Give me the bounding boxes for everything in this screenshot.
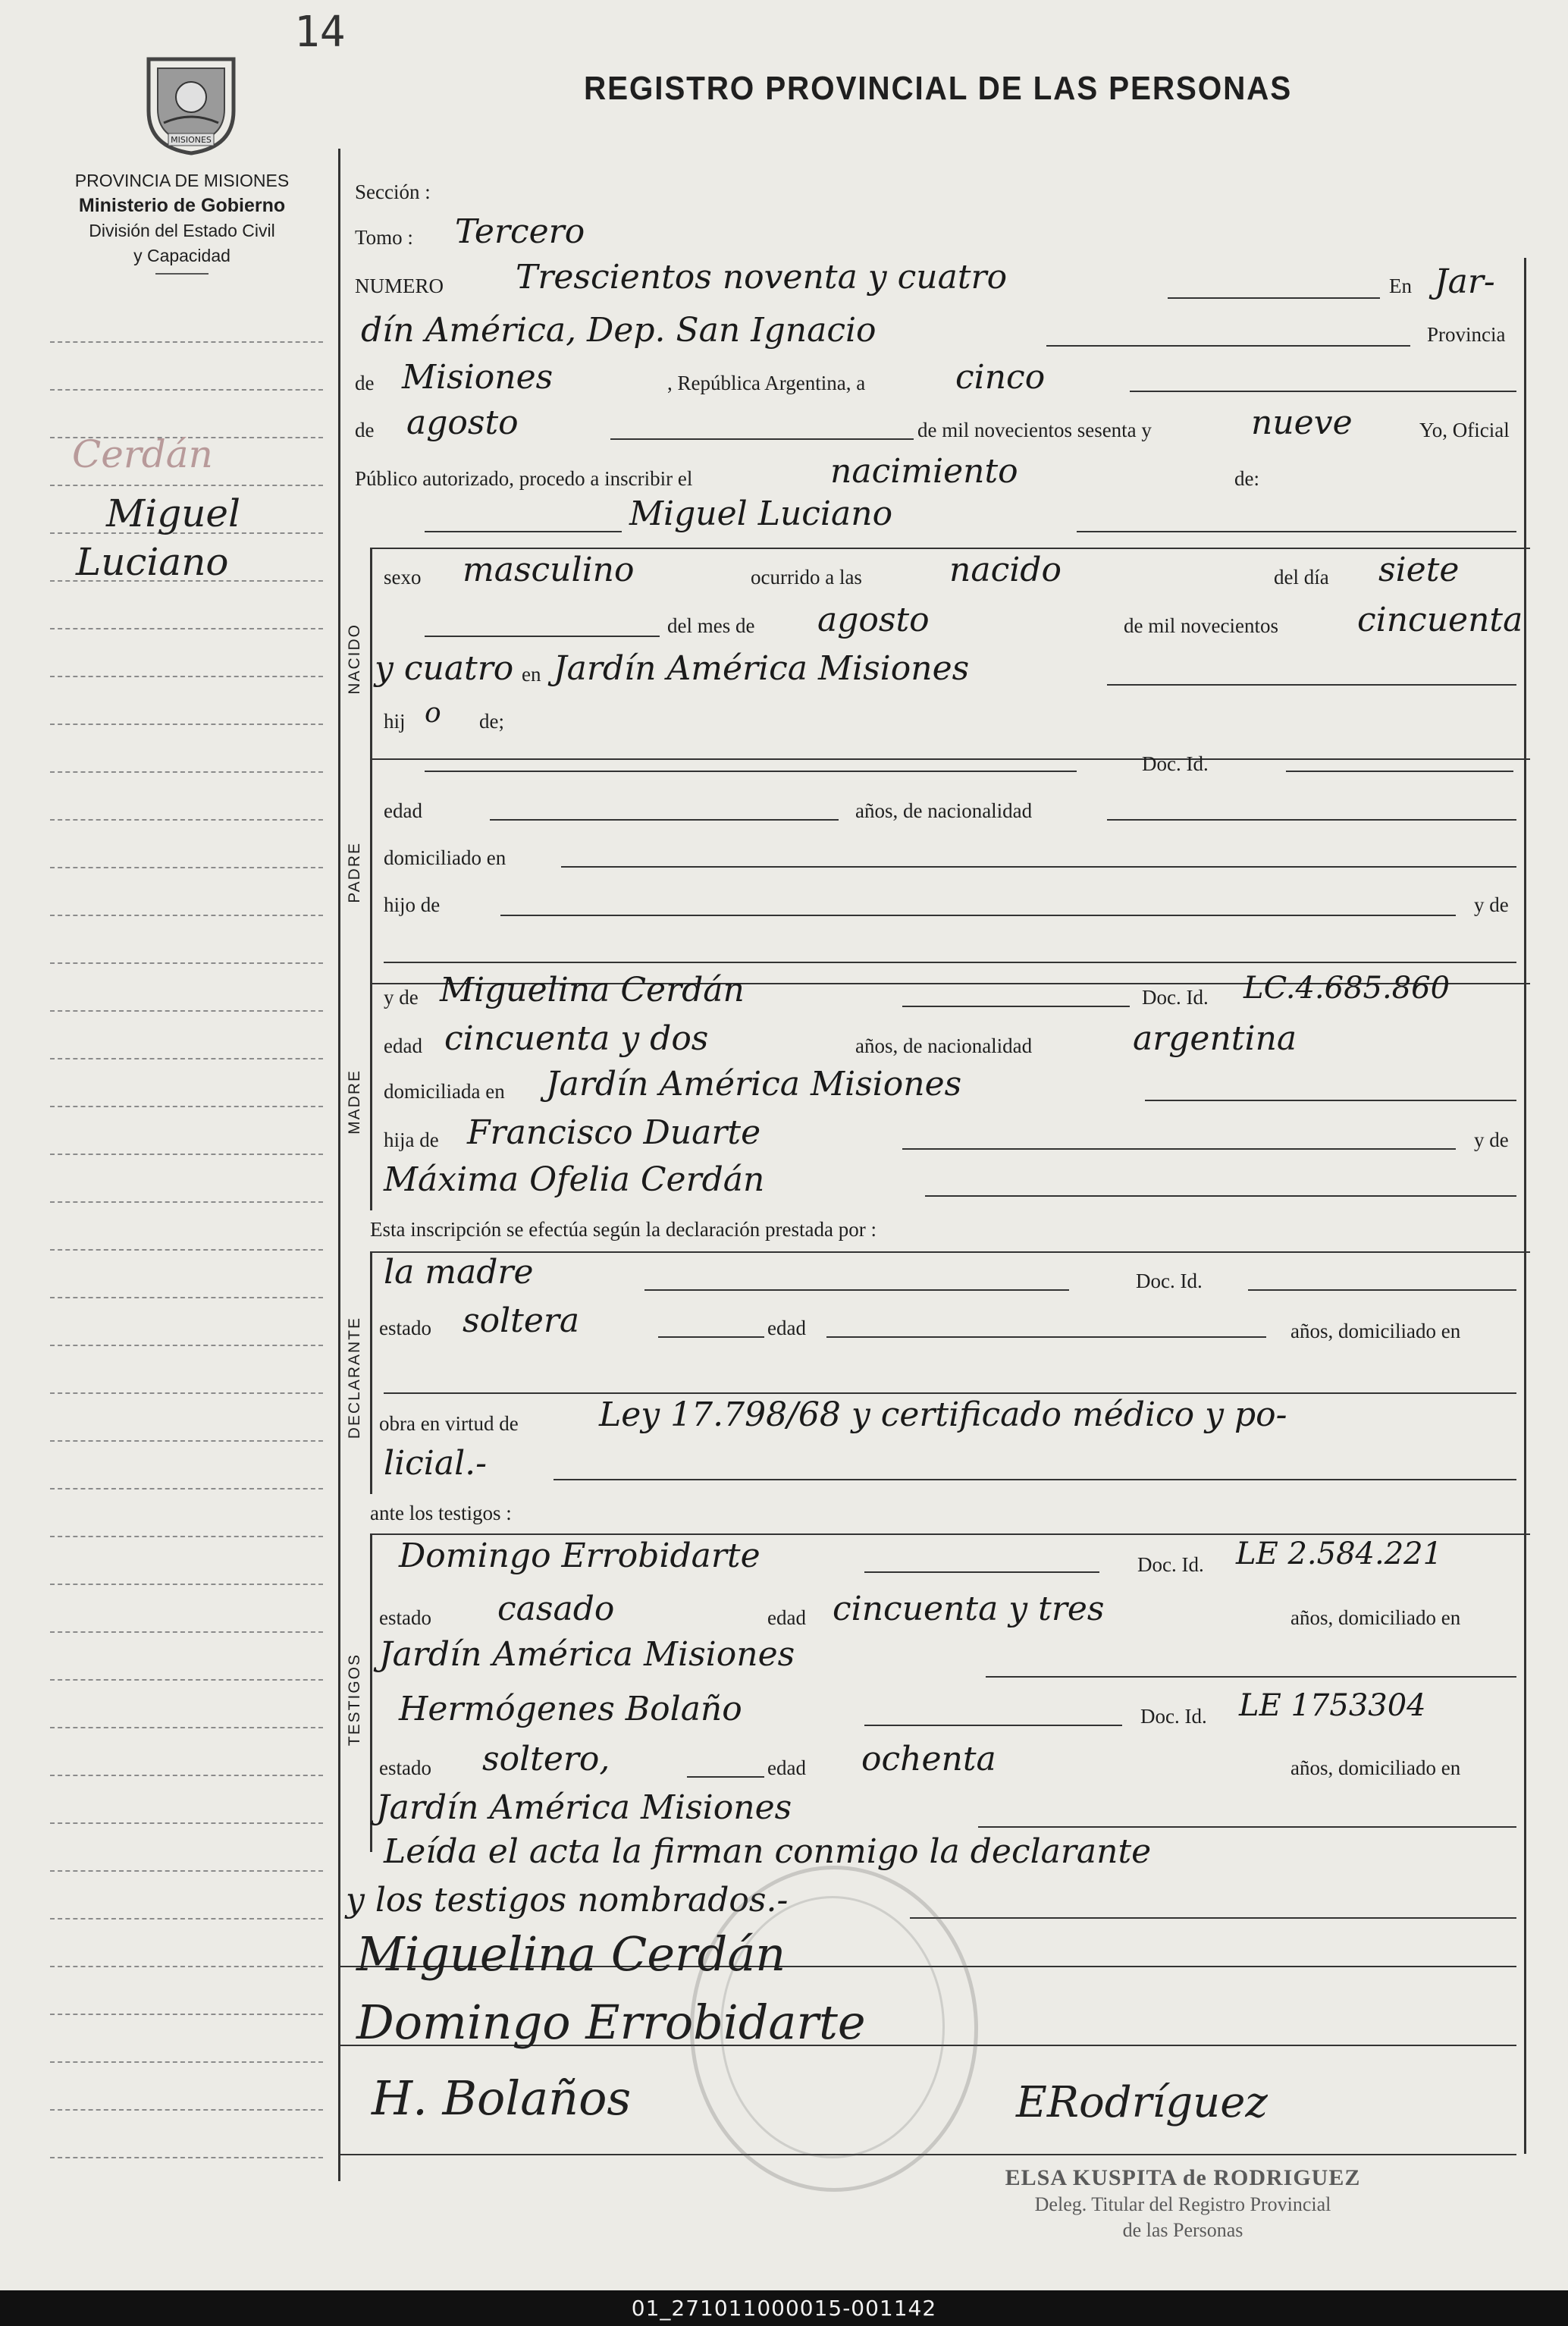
- dia-value: cinco: [955, 358, 1046, 397]
- declarante-edad-label: edad: [767, 1317, 806, 1339]
- nacido-section-label: NACIDO: [346, 623, 363, 695]
- testigo2-doc-value: LE 1753304: [1239, 1688, 1426, 1723]
- numero-label: NUMERO: [355, 275, 444, 297]
- declarante-value: la madre: [384, 1253, 534, 1292]
- tomo-value: Tercero: [455, 212, 585, 251]
- acto-value: nacimiento: [830, 452, 1018, 491]
- testigo2-dom-value: Jardín América Misiones: [376, 1788, 792, 1827]
- declarante-doc-label: Doc. Id.: [1136, 1270, 1203, 1292]
- madre-dom-label: domiciliada en: [384, 1080, 505, 1103]
- declarante-estado-label: estado: [379, 1317, 431, 1339]
- nombre-value: Miguel Luciano: [629, 494, 893, 533]
- sexo-value: masculino: [463, 551, 635, 589]
- madre-y-de-label-2: y de: [1474, 1128, 1509, 1151]
- testigo2-estado-label: estado: [379, 1756, 431, 1779]
- page-title: REGISTRO PROVINCIAL DE LAS PERSONAS: [584, 70, 1293, 107]
- de-semicolon-label: de;: [479, 710, 504, 733]
- madre-madre-value: Máxima Ofelia Cerdán: [384, 1160, 765, 1199]
- testigo1-edad-value: cincuenta y tres: [833, 1590, 1105, 1628]
- obra-label: obra en virtud de: [379, 1412, 519, 1435]
- seccion-label: Sección :: [355, 180, 431, 203]
- cierre-line-1: Leída el acta la firman conmigo la declarante: [384, 1832, 1152, 1871]
- yo-oficial-label: Yo, Oficial: [1419, 419, 1510, 441]
- lugar-nac-value: Jardín América Misiones: [554, 649, 970, 688]
- official-role: Deleg. Titular del Registro Provincial: [1034, 2193, 1331, 2215]
- anio-value: nueve: [1251, 403, 1353, 442]
- padre-y-de-label: y de: [1474, 893, 1509, 916]
- testigo2-doc-label: Doc. Id.: [1140, 1705, 1207, 1728]
- mes-value: agosto: [406, 403, 519, 442]
- madre-dom-value: Jardín América Misiones: [546, 1065, 962, 1103]
- testigos-section-label: TESTIGOS: [346, 1653, 363, 1747]
- hijo-suffix-value: o: [425, 698, 441, 729]
- margin-lines: [50, 341, 323, 2205]
- en-label: En: [1389, 275, 1412, 297]
- madre-edad-value: cincuenta y dos: [444, 1019, 709, 1058]
- mes-nac-value: agosto: [817, 601, 930, 639]
- madre-edad-label: edad: [384, 1034, 422, 1057]
- sexo-label: sexo: [384, 566, 422, 589]
- en-value-2: dín América, Dep. San Ignacio: [361, 311, 877, 350]
- obra-value-1: Ley 17.798/68 y certificado médico y po-: [599, 1395, 1287, 1434]
- testigo1-estado-label: estado: [379, 1606, 431, 1629]
- image-id-footer: 01_271011000015-001142: [0, 2290, 1568, 2326]
- ante-testigos-label: ante los testigos :: [370, 1502, 512, 1524]
- margin-firstname: Miguel: [106, 491, 240, 535]
- padre-section-label: PADRE: [346, 842, 363, 903]
- declarante-dom-label: años, domiciliado en: [1290, 1320, 1461, 1342]
- signature-testigo2: H. Bolaños: [372, 2070, 632, 2126]
- official-role-2: de las Personas: [1122, 2219, 1243, 2241]
- dia-nac-value: siete: [1378, 551, 1460, 589]
- madre-section-label: MADRE: [346, 1069, 363, 1135]
- margin-middlename: Luciano: [76, 540, 229, 584]
- signature-oficial: ERodríguez: [1016, 2078, 1268, 2127]
- madre-nac-value: argentina: [1133, 1019, 1297, 1058]
- page-number: 14: [294, 8, 346, 57]
- madre-padre-value: Francisco Duarte: [467, 1113, 761, 1152]
- de-label: de: [355, 372, 375, 394]
- cierre-line-2: y los testigos nombrados.-: [346, 1881, 789, 1919]
- madre-nombre-value: Miguelina Cerdán: [440, 971, 745, 1009]
- testigo1-edad-label: edad: [767, 1606, 806, 1629]
- del-dia-label: del día: [1274, 566, 1329, 589]
- tomo-label: Tomo :: [355, 226, 413, 249]
- testigo2-dom-label: años, domiciliado en: [1290, 1756, 1461, 1779]
- madre-hija-de-label: hija de: [384, 1128, 439, 1151]
- testigo2-estado-value: soltero,: [482, 1740, 610, 1778]
- de-mil-label: de mil novecientos sesenta y: [917, 419, 1152, 441]
- en-nac-label: en: [522, 663, 541, 686]
- padre-nac-label: años, de nacionalidad: [855, 799, 1033, 822]
- de-label-2: de: [355, 419, 375, 441]
- padre-edad-label: edad: [384, 799, 422, 822]
- madre-nac-label: años, de nacionalidad: [855, 1034, 1033, 1057]
- right-rule: [1524, 258, 1526, 2154]
- numero-value: Trescientos noventa y cuatro: [516, 258, 1008, 297]
- office-province: PROVINCIA DE MISIONES: [74, 171, 290, 190]
- padre-dom-label: domiciliado en: [384, 846, 506, 869]
- hora-value: nacido: [949, 551, 1062, 589]
- official-stamp-text: [963, 2165, 1403, 2243]
- madre-doc-value: LC.4.685.860: [1243, 971, 1450, 1006]
- svg-text:MISIONES: MISIONES: [171, 135, 212, 145]
- hij-label: hij: [384, 710, 406, 733]
- de-mil-nov-label: de mil novecientos: [1124, 614, 1278, 637]
- testigo2-edad-value: ochenta: [861, 1740, 996, 1778]
- republica-label: , República Argentina, a: [667, 372, 866, 394]
- testigo1-dom-label: años, domiciliado en: [1290, 1606, 1461, 1629]
- obra-value-2: licial.-: [384, 1444, 488, 1483]
- office-capacity: y Capacidad: [133, 246, 230, 265]
- madre-doc-label: Doc. Id.: [1142, 986, 1209, 1009]
- margin-surname: Cerdán: [72, 432, 213, 476]
- testigo2-edad-label: edad: [767, 1756, 806, 1779]
- en-value-1: Jar-: [1435, 262, 1495, 301]
- declarante-estado-value: soltera: [463, 1301, 580, 1340]
- margin-rule: [338, 149, 340, 2181]
- provincia-label: Provincia: [1427, 323, 1506, 346]
- testigo1-doc-value: LE 2.584.221: [1236, 1537, 1443, 1571]
- office-ministry: Ministerio de Gobierno: [78, 195, 286, 216]
- anio-nac-value-1: cincuenta: [1357, 601, 1523, 639]
- ocurrido-label: ocurrido a las: [751, 566, 862, 589]
- publico-label: Público autorizado, procedo a inscribir el: [355, 467, 693, 490]
- del-mes-label: del mes de: [667, 614, 755, 637]
- provincia-value: Misiones: [402, 358, 554, 397]
- declarante-section-label: DECLARANTE: [346, 1317, 363, 1439]
- madre-y-de-label: y de: [384, 986, 419, 1009]
- office-division: División del Estado Civil: [89, 221, 275, 240]
- office-rule: [155, 273, 209, 275]
- testigo2-value: Hermógenes Bolaño: [399, 1690, 742, 1728]
- signature-madre: Miguelina Cerdán: [356, 1926, 786, 1982]
- testigo1-value: Domingo Errobidarte: [399, 1537, 760, 1575]
- testigo1-estado-value: casado: [497, 1590, 615, 1628]
- provincial-seal-icon: [141, 50, 241, 156]
- anio-nac-value-2: y cuatro: [375, 649, 514, 688]
- signature-testigo1: Domingo Errobidarte: [356, 1995, 866, 2050]
- padre-doc-label: Doc. Id.: [1142, 752, 1209, 775]
- padre-hijo-de-label: hijo de: [384, 893, 441, 916]
- testigo1-dom-value: Jardín América Misiones: [379, 1635, 795, 1674]
- inscripcion-label: Esta inscripción se efectúa según la declaración prestada por :: [370, 1218, 877, 1241]
- testigo1-doc-label: Doc. Id.: [1137, 1553, 1204, 1576]
- de-colon-label: de:: [1234, 467, 1259, 490]
- issuing-office: [30, 168, 334, 275]
- official-name: ELSA KUSPITA de RODRIGUEZ: [1005, 2165, 1361, 2190]
